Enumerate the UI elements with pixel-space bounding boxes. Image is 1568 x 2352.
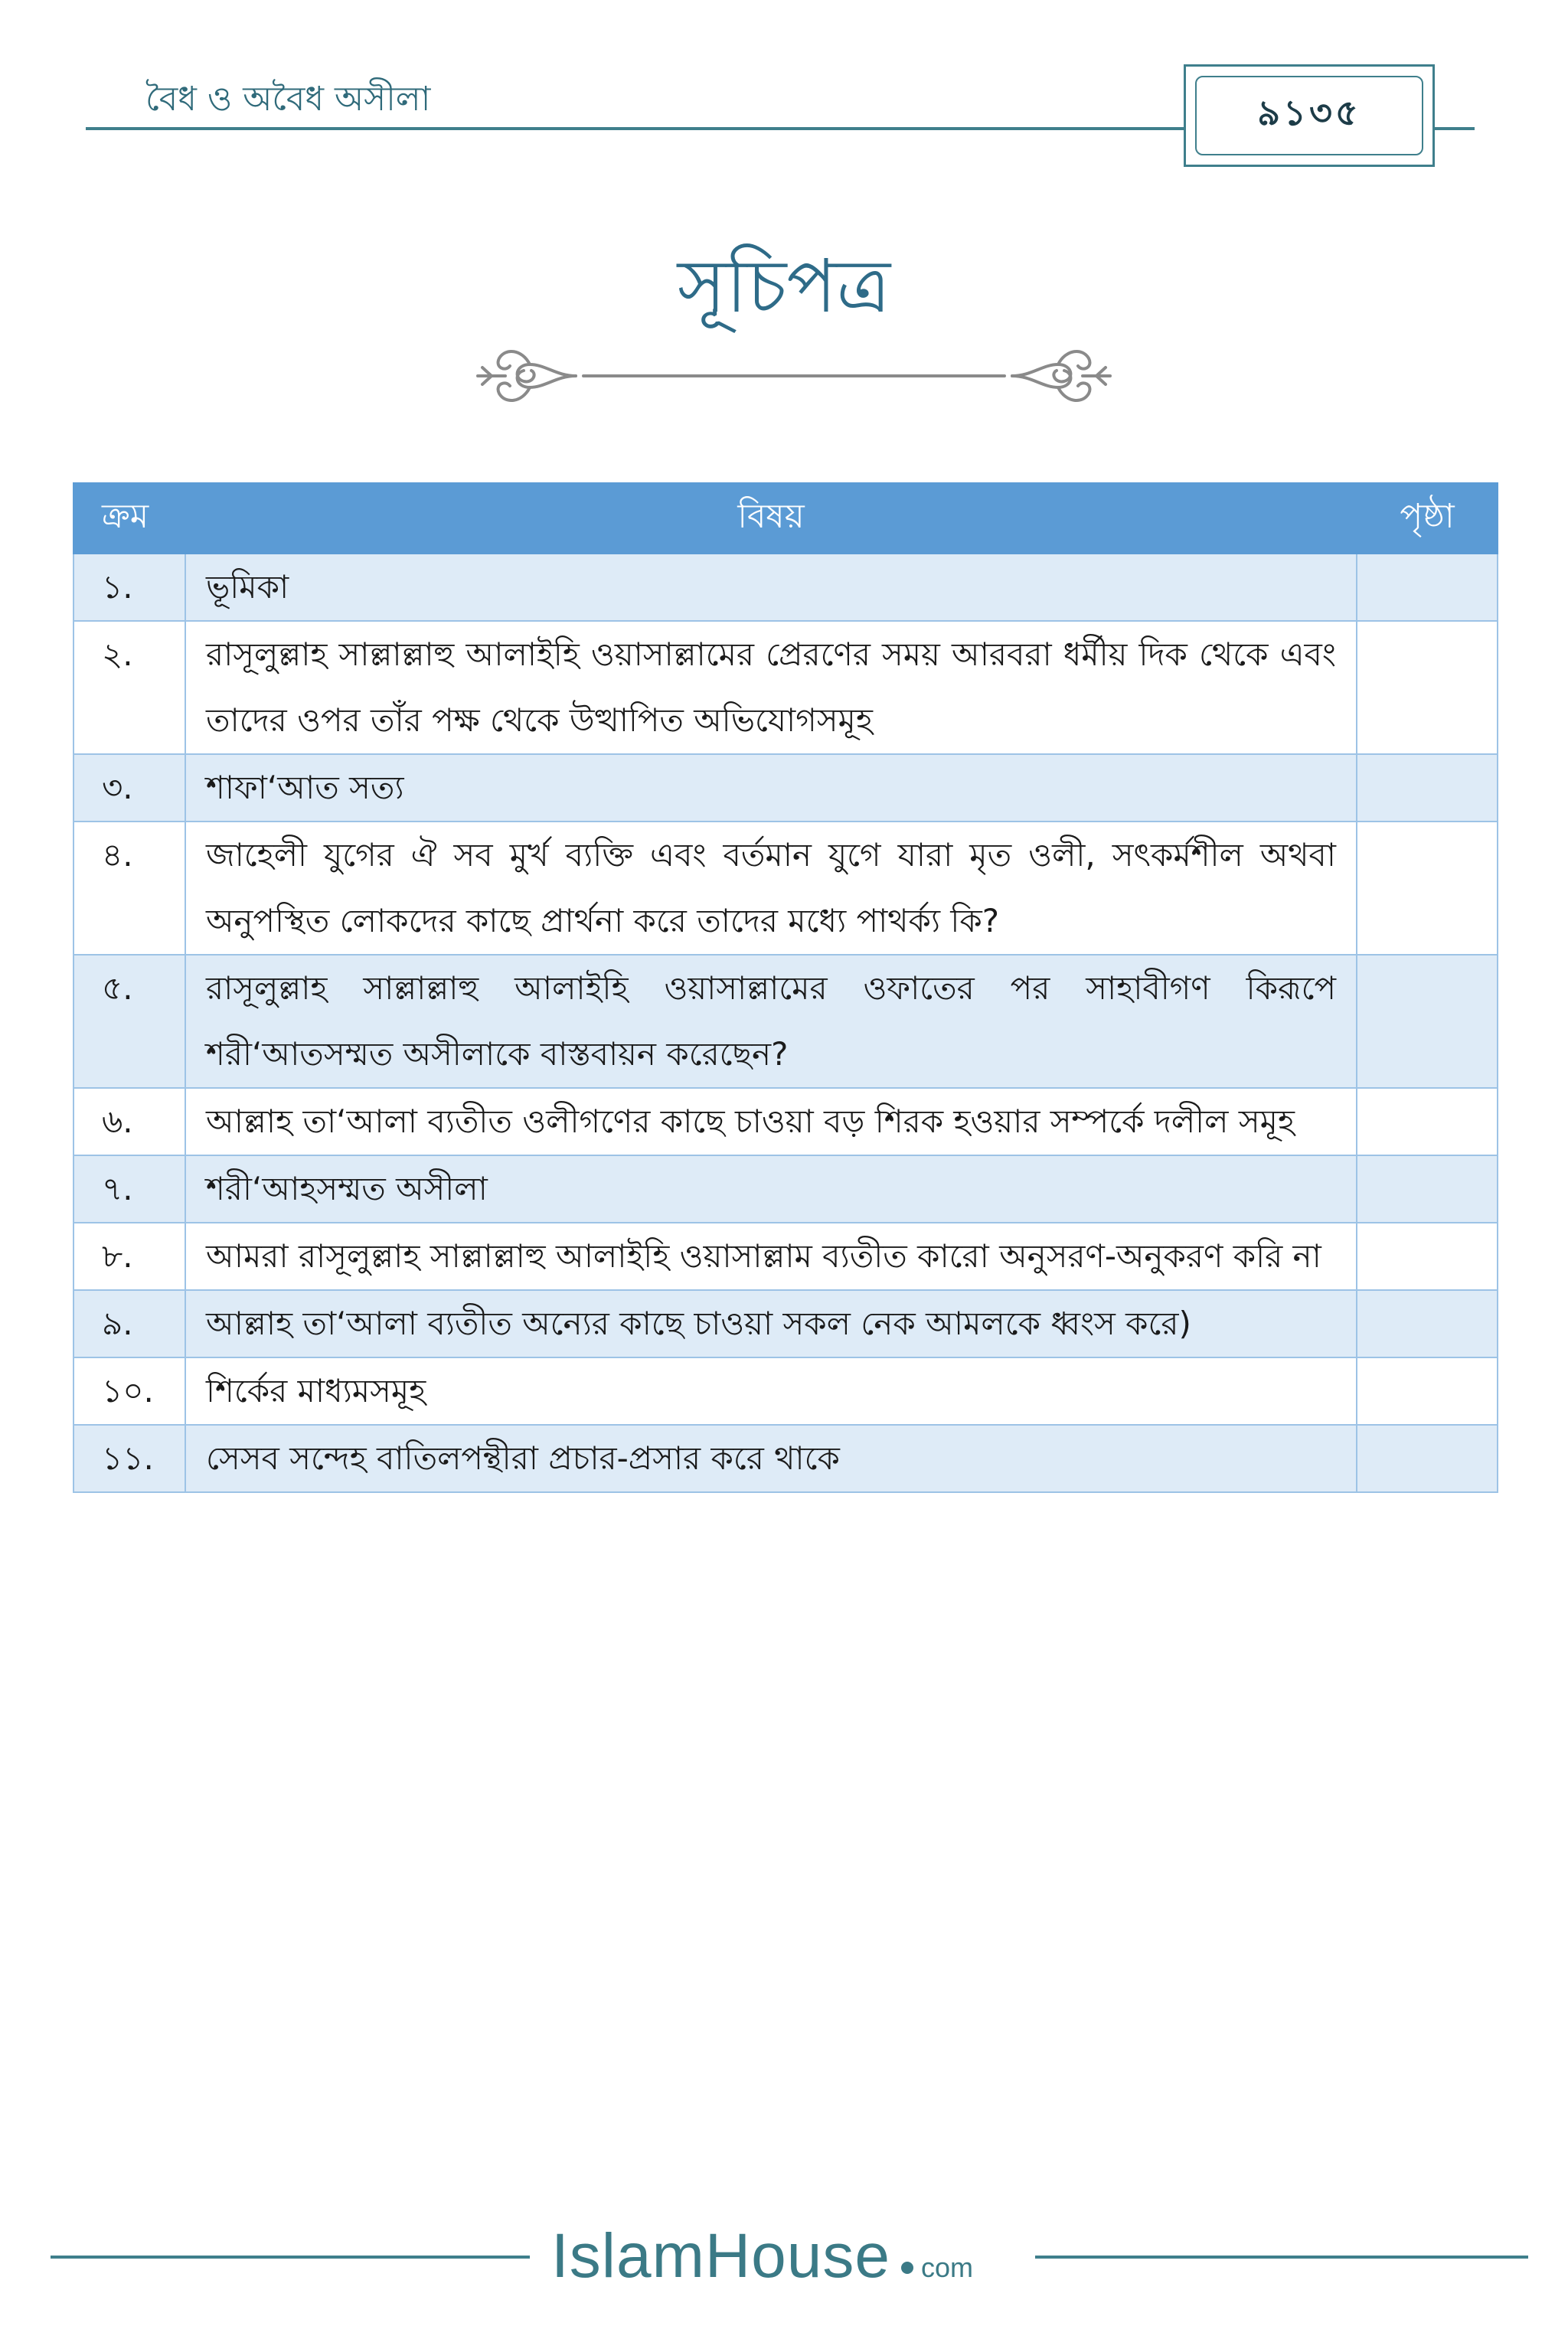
right-flourish-icon <box>1012 351 1110 400</box>
toc-header-row <box>74 483 1498 554</box>
row-topic: রাসূলুল্লাহ সাল্লাল্লাহু আলাইহি ওয়াসাল্লামের ওফাতের পর সাহাবীগণ কিরূপে শরী‘আতসম্মত অসীলাকে বাস্তবায়ন করেছেন? <box>185 955 1357 1088</box>
toc-row <box>74 554 1498 621</box>
row-page <box>1357 822 1498 955</box>
brand-tld: com <box>920 2252 973 2283</box>
row-number: ৬. <box>74 1088 185 1155</box>
row-page <box>1357 1425 1498 1492</box>
page-number: ৯১৩৫ <box>1195 76 1423 155</box>
brand-dot-icon <box>901 2262 913 2274</box>
page-title: সূচিপত্র <box>677 243 891 329</box>
row-topic: জাহেলী যুগের ঐ সব মুর্খ ব্যক্তি এবং বর্তমান যুগে যারা মৃত ওলী, সৎকর্মশীল অথবা অনুপস্থিত লোকদের কাছে প্রার্থনা করে তাদের মধ্যে পাথর্ক্য কি? <box>185 822 1357 955</box>
toc-row <box>74 1357 1498 1425</box>
row-number: ৫. <box>74 955 185 1088</box>
toc-row <box>74 1155 1498 1223</box>
row-number: ৩. <box>74 754 185 822</box>
running-title: বৈধ ও অবৈধ অসীলা <box>145 80 431 119</box>
row-topic: সেসব সন্দেহ বাতিলপন্থীরা প্রচার-প্রসার করে থাকে <box>185 1425 1357 1492</box>
row-page <box>1357 1155 1498 1223</box>
toc-row <box>74 621 1498 754</box>
toc-row <box>74 955 1498 1088</box>
row-page <box>1357 955 1498 1088</box>
title-ornament <box>469 334 1119 418</box>
row-page <box>1357 554 1498 621</box>
brand-name: IslamHouse <box>551 2221 890 2291</box>
row-page <box>1357 1357 1498 1425</box>
toc-row <box>74 1290 1498 1357</box>
row-topic: আমরা রাসূলুল্লাহ সাল্লাল্লাহু আলাইহি ওয়াসাল্লাম ব্যতীত কারো অনুসরণ-অনুকরণ করি না <box>185 1223 1357 1290</box>
footer-rule-right <box>1035 2256 1528 2259</box>
row-page <box>1357 754 1498 822</box>
row-topic: শির্কের মাধ্যমসমূহ <box>185 1357 1357 1425</box>
footer-brand-logo <box>551 2220 973 2289</box>
toc-row <box>74 822 1498 955</box>
row-page <box>1357 621 1498 754</box>
header-page: পৃষ্ঠা <box>1357 483 1498 554</box>
toc-row <box>74 1088 1498 1155</box>
row-page <box>1357 1088 1498 1155</box>
row-number: ৯. <box>74 1290 185 1357</box>
row-number: ১১. <box>74 1425 185 1492</box>
row-topic: শরী‘আহসম্মত অসীলা <box>185 1155 1357 1223</box>
footer-rule-left <box>51 2256 530 2259</box>
row-page <box>1357 1290 1498 1357</box>
row-number: ৮. <box>74 1223 185 1290</box>
row-topic: ভূমিকা <box>185 554 1357 621</box>
row-topic: আল্লাহ তা‘আলা ব্যতীত অন্যের কাছে চাওয়া সকল নেক আমলকে ধ্বংস করে) <box>185 1290 1357 1357</box>
header-topic: বিষয় <box>185 483 1357 554</box>
toc-table <box>73 482 1498 1493</box>
row-number: ১০. <box>74 1357 185 1425</box>
toc-row <box>74 1425 1498 1492</box>
row-number: ৭. <box>74 1155 185 1223</box>
row-number: ৪. <box>74 822 185 955</box>
toc-row <box>74 754 1498 822</box>
row-topic: আল্লাহ তা‘আলা ব্যতীত ওলীগণের কাছে চাওয়া বড় শিরক হওয়ার সম্পর্কে দলীল সমূহ <box>185 1088 1357 1155</box>
row-topic: শাফা‘আত সত্য <box>185 754 1357 822</box>
row-page <box>1357 1223 1498 1290</box>
left-flourish-icon <box>478 351 576 400</box>
row-number: ১. <box>74 554 185 621</box>
row-topic: রাসূলুল্লাহ সাল্লাল্লাহু আলাইহি ওয়াসাল্লামের প্রেরণের সময় আরবরা ধর্মীয় দিক থেকে এবং তাদের ওপর তাঁর পক্ষ থেকে উত্থাপিত অভিযোগসমূহ <box>185 621 1357 754</box>
toc-row <box>74 1223 1498 1290</box>
page-number-box <box>1184 64 1435 167</box>
row-number: ২. <box>74 621 185 754</box>
header-number: ক্রম <box>74 483 185 554</box>
